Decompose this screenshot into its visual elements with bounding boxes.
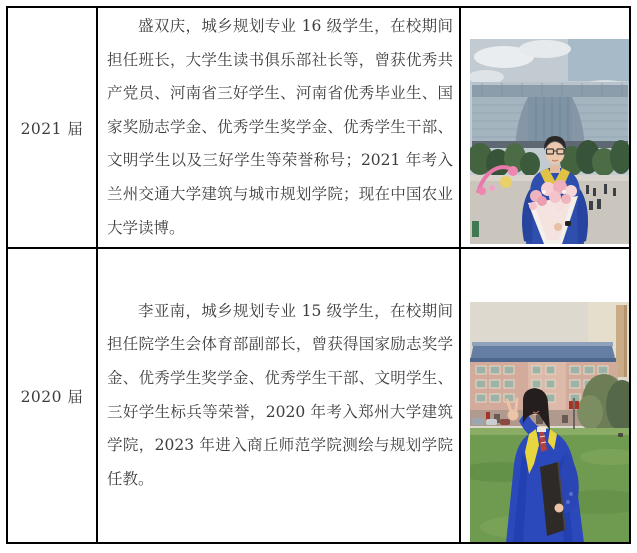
description-text-2020: 李亚南，城乡规划专业 15 级学生，在校期间担任院学生会体育部副部长，曾获得国家励志奖学金、优秀学生奖学金、优秀学生干部、文明学生、三好学生标兵等荣誉，2020 年考入郑州大学建筑学院，2023 年进入商丘师范学院测绘与规划学院任教。: [107, 301, 453, 488]
year-label-2021: 2021 届: [20, 119, 84, 138]
year-label-2020: 2020 届: [20, 387, 84, 406]
description-cell-2020: [98, 249, 461, 542]
photo-cell-2021: [461, 8, 629, 249]
description-cell-2021: [98, 8, 461, 249]
year-cell-2021: [8, 8, 98, 249]
year-cell-2020: [8, 249, 98, 542]
description-text-2021: 盛双庆，城乡规划专业 16 级学生，在校期间担任班长，大学生读书俱乐部社长等，曾获优秀共产党员、河南省三好学生、河南省优秀毕业生、国家奖励志学金、优秀学生奖学金、优秀学生干部、文明学生以及三好学生等荣誉称号；2021 年考入兰州交通大学建筑与城市规划学院；现在中国农业大学读博。: [107, 17, 453, 237]
photo-cell-2020: [461, 249, 629, 542]
graduate-peace-sign-photo: [470, 302, 629, 542]
graduate-bouquet-photo: [470, 39, 629, 244]
alumni-table: [6, 6, 631, 544]
